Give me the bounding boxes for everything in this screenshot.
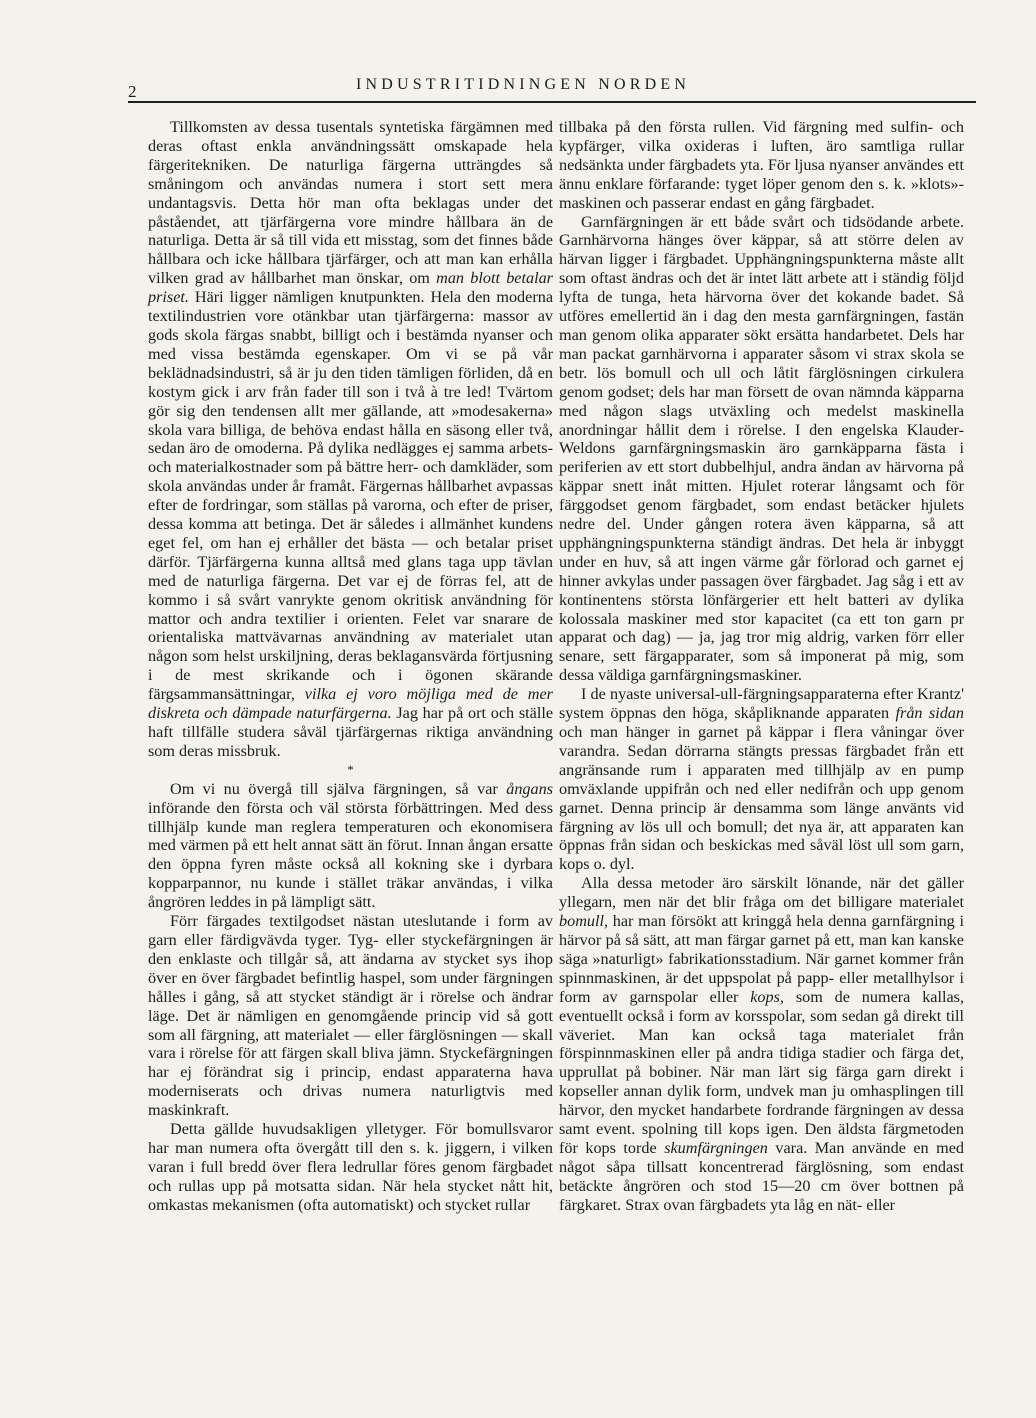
text-run: och man hänger in garnet på käppar i flera våningar över varandra. Sedan dörrarna stängts pressas färgbadet från ett angränsande rum i apparaten med tillhjälp av en pump omväxlande uppifrån och ned eller nedifrån och upp genom garnet. Denna princip är densamma som länge använts vid färgning av lös ull och bomull; det nya är, att apparaten kan öppnas från sidan och beskickas med såväl löst ull som garn, kops o. dyl. bbox=[559, 723, 964, 874]
text-run: Tillkomsten av dessa tusentals syntetiska färgämnen med deras oftast enkla användningssätt omskapade hela färgeritekniken. De naturliga färgerna utträngdes så småningom och användas numera i stort sett mera undantagsvis. Detta hör man ofta beklagas under det påståendet, att tjärfärgerna vore mindre hållbara än de naturliga. Detta är så till vida ett misstag, som det finnes både hållbara och icke hållbara tjärfärger, och att man kan erhålla vilken grad av hållbarhet man önskar, om bbox=[148, 118, 553, 288]
paragraph: tillbaka på den första rullen. Vid färgning med sulfin- och kypfärger, vilka oxideras i luften, äro samtliga rullar nedsänkta under färgbadets yta. För ljusa nyanser användes ett ännu enklare förfarande: tyget löper genom den s. k. »klots»-maskinen och passerar endast en gång färgbadet. bbox=[559, 118, 964, 212]
italic-text: skumfärgningen bbox=[664, 1138, 768, 1157]
text-run: vara. Man använde en med något såpa tillsatt koncentrerad färglösning, som endast betäckte ångrören och stod 15—20 cm över bottnen på färgkaret. Strax ovan färgbadets yta låg en nät- eller bbox=[559, 1138, 964, 1214]
text-run: införande den första och väl största förbättringen. Med dess tillhjälp kunde man reglera temperaturen och ekonomisera med värmen på ett helt annat sätt än förut. Innan ångan ersatte den öppna fyren måste också all kokning ske i dyrbara kopparpannor, nu kunde i stället träkar användas, i vilka ångrören leddes in på lämpligt sätt. bbox=[148, 798, 553, 912]
paragraph: Förr färgades textilgodset nästan uteslutande i form av garn eller färdigvävda tyger. Tyg- eller styckefärgningen är den enklaste och tillgår så, att ändarna av stycket sys ihop över en över färgbadet befintlig haspel, som under färgningen hålles i gång, så att stycket ständigt är i rörelse och ändrar läge. Det är nämligen en genomgående princip vid så gott som all färgning, att materialet — eller färglösningen — skall vara i rörelse för att färgen skall bliva jämn. Styckefärgningen har ej förändrat sig i princip, endast apparaterna hava moderniserats och drivas numera naturligtvis med maskinkraft. bbox=[148, 912, 553, 1120]
paragraph bbox=[148, 118, 553, 761]
text-run: som de numera kallas, eventuellt också i form av korsspolar, som sedan gå direkt till väveriet. Man kan också taga materialet från förspinnmaskinen eller på andra tidiga stadier och färga det, upprullat på bobiner. När man lärt sig färga garn direkt i kopseller annan dylik form, undvek man ju omhasplingen till härvor, den mycket handarbete fordrande färgningen av dessa samt event. spolning till kops igen. Den äldsta färgmetoden för kops torde bbox=[559, 987, 964, 1157]
italic-text: man blott betalar priset. bbox=[148, 269, 553, 307]
text-run: Jag har på ort och ställe haft tillfälle studera såväl tjärfärgernas riktiga användning som deras missbruk. bbox=[148, 704, 553, 760]
page-header bbox=[128, 74, 976, 102]
left-column bbox=[148, 118, 553, 1215]
paragraph: Garnfärgningen är ett både svårt och tidsödande arbete. Garnhärvorna hänges över käppar, så att större delen av härvan ligger i färgbadet. Upphängningspunkterna måste allt som oftast ändras och det är intet lätt arbete att i ständig följd lyfta de tunga, heta härvorna över det kokande badet. Så utföres emellertid än i dag den mesta garnfärgningen, fastän man genom olika apparater sökt ersätta handarbetet. Dels har man packat garnhärvorna i apparater såsom vi strax skola se betr. lös bomull och ull och låtit färglösningen cirkulera genom godset; dels har man försett de ovan nämnda käpparna med någon slags utväxling och medelst maskinella anordningar hållit dem i rörelse. I den engelska Klauder-Weldons garnfärgningsmaskin äro garnkäpparna fästa i periferien av ett stort dubbelhjul, andra ändan av härvorna på käppar snett inåt mitten. Hjulet roterar långsamt och för färggodset genom färgbadet, som endast betäcker hjulets nedre del. Under gången rotera även käpparna, så att upphängningspunkterna ständigt ändras. Det hela är inbyggt under en huv, så att ingen värme går förlorad och garnet ej hinner avkylas under passagen över färgbadet. Jag såg i ett av kontinentens största lönfärgerier ett helt batteri av dylika kolossala maskiner med stor kapacitet (ca ett ton garn pr apparat och dag) — ja, jag tror mig aldrig, varken förr eller senare, sett färgapparater, som så imponerat på mig, som dessa väldiga garnfärgningsmaskiner. bbox=[559, 212, 964, 685]
italic-text: bomull, bbox=[559, 912, 609, 931]
text-run: Om vi nu övergå till själva färgningen, så var bbox=[170, 779, 507, 798]
text-run: Alla dessa metoder äro särskilt lönande, när det gäller yllegarn, men när det blir fråga om det billigare materialet bbox=[559, 874, 964, 912]
paragraph bbox=[148, 780, 553, 912]
header-rule bbox=[128, 101, 976, 103]
page-number: 2 bbox=[128, 82, 137, 101]
paragraph: Detta gällde huvudsakligen ylletyger. För bomullsvaror har man numera ofta övergått till den s. k. jiggern, i vilken varan i full bredd över flera ledrullar föres genom färgbadet och rullas upp på motsatta sidan. När hela stycket nått hit, omkastas mekanismen (ofta automatiskt) och stycket rullar bbox=[148, 1120, 553, 1214]
text-run: I de nyaste universal-ull-färgningsapparaterna efter Krantz' system öppnas den höga, skåpliknande apparaten bbox=[559, 685, 964, 723]
paragraph bbox=[559, 874, 964, 1214]
journal-title: INDUSTRITIDNINGEN NORDEN bbox=[356, 76, 691, 93]
right-column bbox=[559, 118, 964, 1215]
text-run: har man försökt att kringgå hela denna garnfärgning i härvor på så sätt, att man färgar garnet på ett, man kan kanske säga »naturligt» fabrikationsstadium. När garnet kommer från spinnmaskinen, är det uppspolat på papp- eller metallhylsor i form av garnspolar eller bbox=[559, 912, 964, 1006]
italic-text: kops, bbox=[750, 987, 784, 1006]
paragraph bbox=[559, 685, 964, 874]
italic-text: från sidan bbox=[895, 704, 964, 723]
italic-text: vilka ej voro möjliga med de mer diskreta och dämpade naturfärgerna. bbox=[148, 685, 553, 723]
text-run: Häri ligger nämligen knutpunkten. Hela den moderna textilindustrien vore otänkbar utan tjärfärgerna: massor av gods skola färgas snabbt, billigt och i bestämda nyanser och med vissa bestämda egenskaper. Om vi se på vår beklädnadsindustri, så är ju den tiden tämligen förliden, då en kostym gick i arv från fader till son i två à tre led! Tvärtom gör sig den tendensen allt mer gällande, att »modesakerna» skola vara billiga, de behöva endast hålla en säsong eller två, sedan äro de omoderna. På dylika nedlägges ej samma arbets- och materialkostnader som på bättre herr- och damkläder, som skola användas under år framåt. Färgernas hållbarhet avpassas efter de fordringar, som ställas på varorna, och efter de priser, dessa komma att betinga. Det är således i allmänhet kundens eget fel, om han ej erhåller det bästa — och betalar priset därför. Tjärfärgerna kunna alltså med glans taga upp tävlan med de naturliga färgerna. Det var ej de förras fel, att de kommo i så svårt vanrykte genom okritisk användning för mattor och andra textilier i orienten. Felet var snarare de orientaliska mattvävarnas användning av materialet utan någon som helst urskiljning, deras beklagansvärda förtjusning i de mest skrikande och i ögonen skärande färgsammansättningar, bbox=[148, 288, 553, 704]
section-asterisk: * bbox=[347, 761, 354, 777]
italic-text: ångans bbox=[506, 779, 553, 798]
